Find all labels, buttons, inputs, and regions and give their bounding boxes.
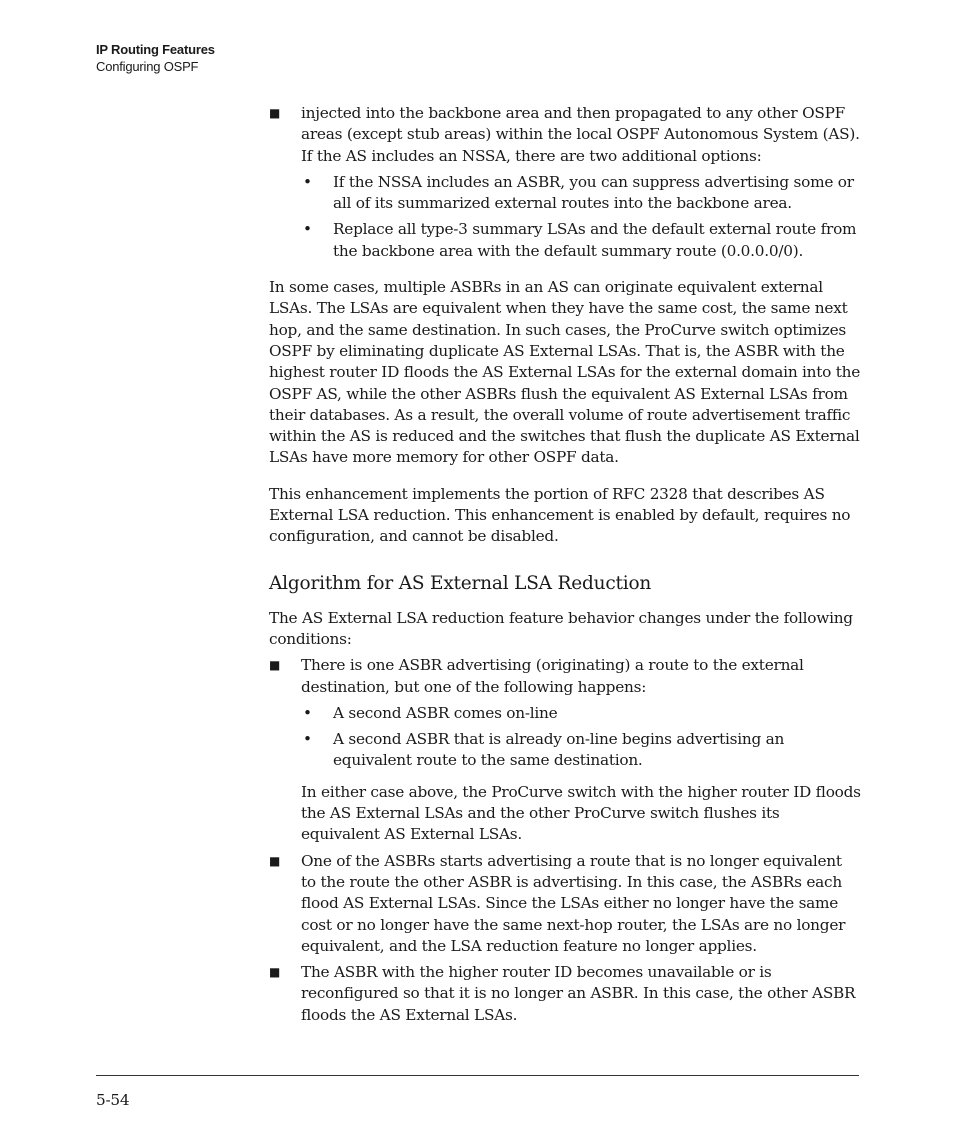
dot-bullet-icon: • [303,172,312,191]
bullet-text: The ASBR with the higher router ID becomes unavailable or is reconfigured so that it is no longer an ASBR. In this case, the other ASBR floods the AS External LSAs. [301,963,856,1024]
square-bullet-icon: ■ [269,965,281,980]
header-section-title: IP Routing Features [96,42,215,57]
square-bullet-icon: ■ [269,658,281,673]
dot-bullet-icon: • [303,730,312,749]
paragraph-conditions: The AS External LSA reduction feature behavior changes under the following conditions: [269,608,853,648]
square-bullet-icon: ■ [269,853,281,868]
header-subsection-title: Configuring OSPF [96,59,199,74]
bullet-higher-router-id [269,962,861,1026]
sub-bullet-suppress [269,172,861,215]
bullet-text: There is one ASBR advertising (originating) a route to the external destination, but one of the following happens: [301,656,804,696]
dot-bullet-icon: • [303,220,312,239]
sub-bullet-text: Replace all type-3 summary LSAs and the default external route from the backbone area with the default summary route (0.0.0.0/0). [333,220,857,260]
bullet-text: One of the ASBRs starts advertising a route that is no longer equivalent to the route the other ASBR is advertising. In this case, the ASBRs each flood AS External LSAs. Since the LSAs either no longer have the same cost or no longer have the same next-hop router, the LSAs are no longer equivalent, and the LSA reduction feature no longer applies. [301,851,846,955]
sub-bullet-already-online [269,729,861,772]
sub-bullet-text: If the NSSA includes an ASBR, you can suppress advertising some or all of its summarized external routes into the backbone area. [333,172,854,213]
sub-bullet-replace [269,219,861,262]
bullet-one-asbr [269,655,861,698]
running-header [96,41,215,75]
paragraph-enhancement: This enhancement implements the portion of RFC 2328 that describes AS External LSA reduction. This enhancement is enabled by default, requires no configuration, and cannot be disabled. [269,484,851,546]
bullet-text: injected into the backbone area and then propagated to any other OSPF areas (except stub areas) within the local OSPF Autonomous System (AS). If the AS includes an NSSA, there are two additional options: [301,104,860,165]
bullet-backbone [269,103,861,167]
page-number: 5-54 [96,1091,130,1109]
bullet-no-longer-equivalent [269,851,861,957]
dot-bullet-icon: • [303,703,312,722]
sub-bullet-text: A second ASBR comes on-line [333,703,558,722]
page-body [269,103,861,1026]
section-heading: Algorithm for AS External LSA Reduction [269,572,652,594]
square-bullet-icon: ■ [269,106,281,120]
paragraph-equivalent-lsas: In some cases, multiple ASBRs in an AS can originate equivalent external LSAs. The LSAs are equivalent when they have the same cost, the same next hop, and the same destination. In such cases, the ProCurve switch optimizes OSPF by eliminating duplicate AS External LSAs. That is, the ASBR with the highest router ID floods the AS External LSAs for the external domain into the OSPF AS, while the other ASBRs flush the equivalent AS External LSAs from their databases. As a result, the overall volume of route advertisement traffic within the AS is reduced and the switches that flush the duplicate AS External LSAs have more memory for other OSPF data. [269,278,861,467]
sub-bullet-second-asbr [269,703,861,724]
footer-rule [96,1075,859,1076]
sub-bullet-text: A second ASBR that is already on-line begins advertising an equivalent route to the same destination. [333,730,785,770]
indented-paragraph-either-case: In either case above, the ProCurve switch with the higher router ID floods the AS External LSAs and the other ProCurve switch flushes its equivalent AS External LSAs. [301,782,861,844]
